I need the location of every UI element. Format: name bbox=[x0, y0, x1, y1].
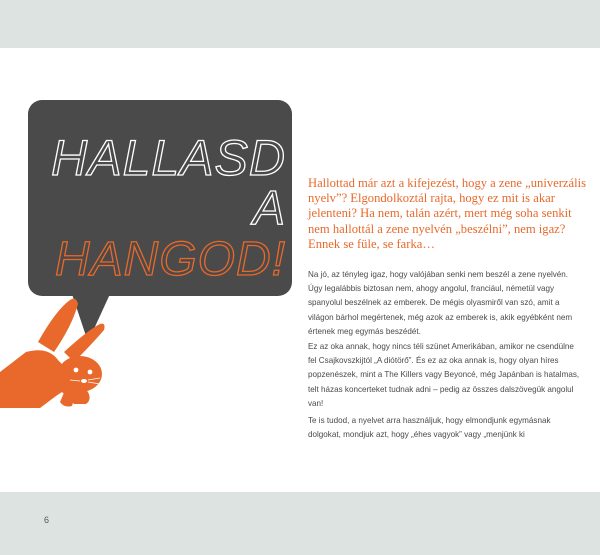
body-paragraph-2: Ez az oka annak, hogy nincs téli szünet Amerikában, amikor ne csendülne fel Csajkovszkijtól „A diótörő”. És ez az oka annak is, hogy olyan híres popzenészek, mint a The Killers vagy Beyoncé, még Japánban is hatalmas, telt házas koncerteket tudnak adni – pedig az összes dalszövegük angolul van! bbox=[308, 342, 580, 408]
top-band bbox=[0, 0, 600, 48]
body-paragraph-3: Te is tudod, a nyelvet arra használjuk, hogy elmondjunk egymásnak dolgokat, mondjuk azt, hogy „éhes vagyok” vagy „menjünk ki bbox=[308, 416, 551, 440]
title-line-1: HALLASD bbox=[51, 130, 286, 186]
title-line-3: HANGOD! bbox=[54, 233, 286, 286]
lead-paragraph: Hallottad már azt a kifejezést, hogy a zene „univerzális nyelv”? Elgondolkoztál rajta, hogy ez mit is akar jelenteni? Ha nem, talán azért, mert még soha senkit nem hallottál a zene nyelvén „beszélni”, nem igaz? Ennek se füle, se farka… bbox=[308, 176, 586, 251]
title-line-2: A bbox=[252, 182, 286, 235]
page-number: 6 bbox=[44, 515, 50, 525]
body-paragraph-1: Na jó, az tényleg igaz, hogy valójában senki nem beszél a zene nyelvén. Úgy legalábbis biztosan nem, ahogy angolul, franciául, németül vagy spanyolul beszélnek az emberek. De mégis olyasmiről van szó, amit a világon bárhol megértenek, még azok az emberek is, akik egyébként nem értenek meg egymás beszédét. bbox=[308, 270, 573, 336]
bottom-band bbox=[0, 492, 600, 555]
